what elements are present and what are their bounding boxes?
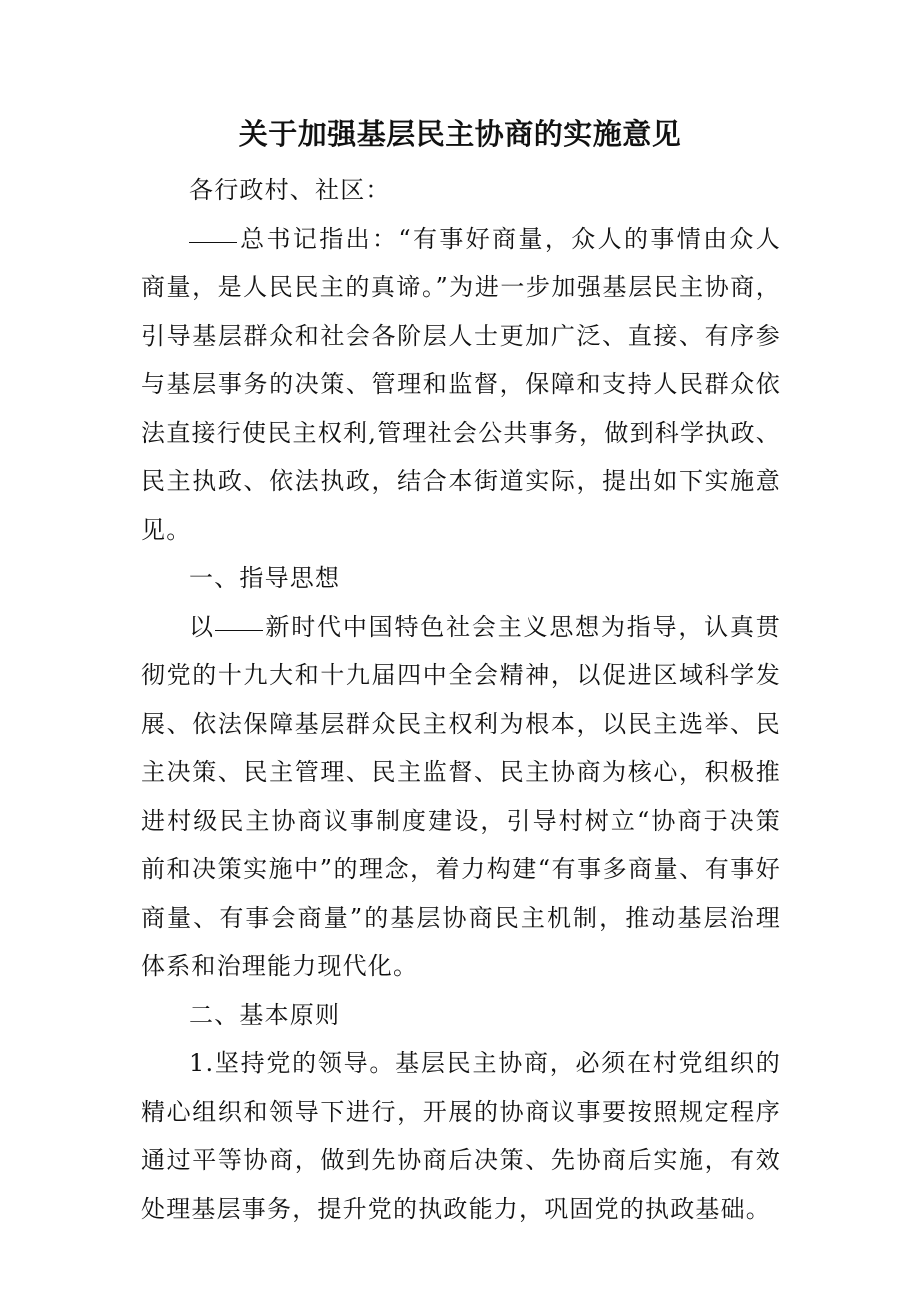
salutation: 各行政村、社区： <box>189 176 391 204</box>
section-heading-basic-principles: 二、基本原则 <box>189 1000 341 1029</box>
guiding-thought-paragraph <box>141 603 781 991</box>
redacted-blank <box>215 630 263 631</box>
document-title: 关于加强基层民主协商的实施意见 <box>238 117 682 151</box>
document-body <box>141 166 781 1233</box>
section-heading-guiding-thought: 一、指导思想 <box>189 564 341 592</box>
redacted-blank <box>189 242 237 243</box>
intro-paragraph <box>141 215 781 555</box>
guiding-thought-prefix: 以 <box>189 612 215 641</box>
intro-text: 总书记指出：“有事好商量，众人的事情由众人商量，是人民民主的真谛。”为进一步加强基层民主协商，引导基层群众和社会各阶层人士更加广泛、直接、有序参与基层事务的决策、管理和监督，保障和支持人民群众依法直接行使民主权利,管理社会公共事务，做到科学执政、民主执政、依法执政，结合本街道实际，提出如下实施意见。 <box>141 224 781 544</box>
principle-paragraph-1: 1.坚持党的领导。基层民主协商，必须在村党组织的精心组织和领导下进行，开展的协商议事要按照规定程序通过平等协商，做到先协商后决策、先协商后实施，有效处理基层事务，提升党的执政能力，巩固党的执政基础。 <box>141 1049 781 1223</box>
guiding-thought-text: 新时代中国特色社会主义思想为指导，认真贯彻党的十九大和十九届四中全会精神，以促进区域科学发展、依法保障基层群众民主权利为根本，以民主选举、民主决策、民主管理、民主监督、民主协商为核心，积极推进村级民主协商议事制度建设，引导村树立“协商于决策前和决策实施中”的理念，着力构建“有事多商量、有事好商量、有事会商量”的基层协商民主机制，推动基层治理体系和治理能力现代化。 <box>141 612 781 980</box>
